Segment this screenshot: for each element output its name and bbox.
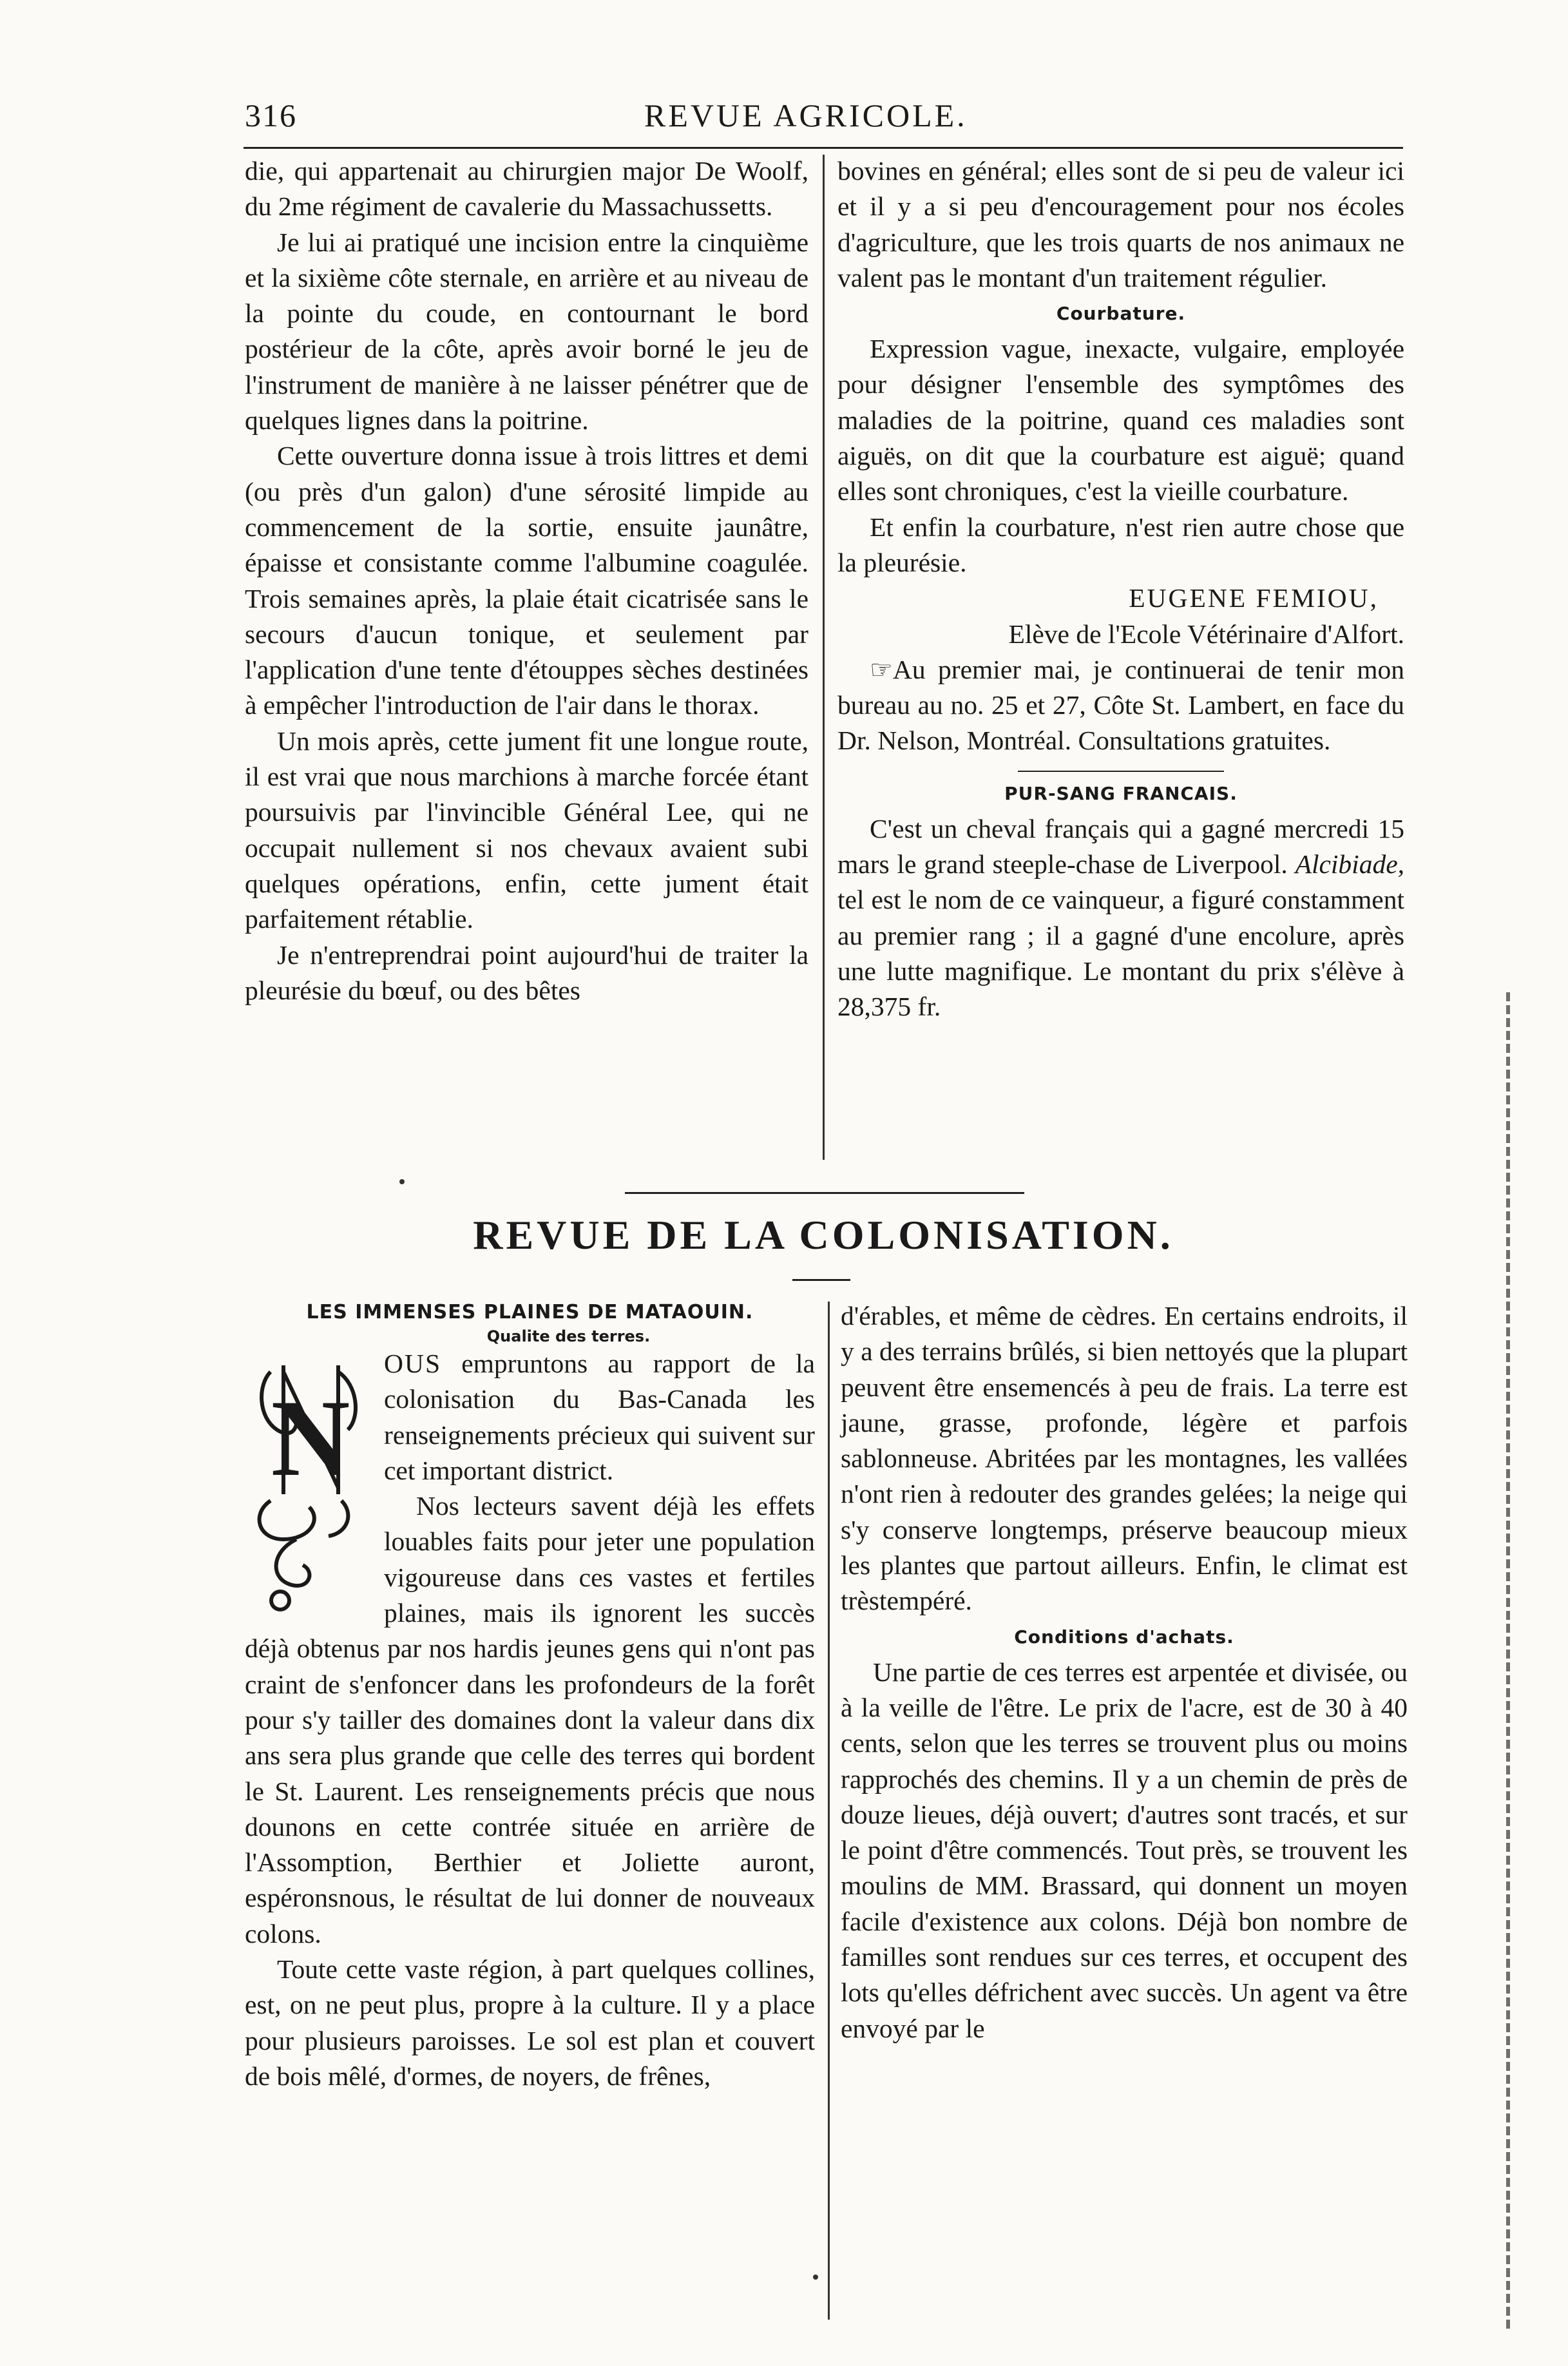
pursang-heading: PUR-SANG FRANCAIS.	[1004, 782, 1238, 804]
running-title: REVUE AGRICOLE.	[644, 97, 968, 133]
paragraph-text: empruntons au rapport de la colonisation du Bas-Canada les renseignements précieux qui suivent sur cet important district.	[384, 1349, 816, 1485]
page-edge-shadow	[1506, 992, 1510, 2332]
print-speck	[813, 2275, 818, 2280]
plaines-heading: LES IMMENSES PLAINES DE MATAOUIN.	[306, 1301, 754, 1323]
page-number: 316	[245, 97, 297, 133]
paragraph: Je lui ai pratiqué une incision entre la cinquième et la sixième côte sternale, en arrière et au niveau de la pointe du coude, en contournant le bord postérieur de la côte, après avoir borné le jeu de l'instrument de manière à ne laisser pénétrer que de quelques lignes dans la poitrine.	[245, 227, 808, 436]
notice-paragraph	[837, 652, 1404, 759]
dropcap-letter: N	[271, 1378, 350, 1499]
pursang-text-2: tel est le nom de ce vainqueur, a figuré constamment au premier rang ; il a gagné d'une encolure, après une lutte magnifique. Le montant du prix s'élève à 28,375 fr.	[837, 885, 1404, 1022]
pursang-text-1: C'est un cheval français qui a gagné mercredi 15 mars le grand steeple-chase de Liverpool.	[837, 813, 1404, 880]
paragraph: Cette ouverture donna issue à trois littres et demi (ou près d'un galon) d'une sérosité limpide au commencement de la sortie, ensuite jaunâtre, épaisse et consistante comme l'albumine coagulée. Trois semaines après, la plaie était cicatrisée sans le secours d'aucun tonique, et seulement par l'application d'une tente d'étouppes sèches destinées à empêcher l'introduction de l'air dans le thorax.	[245, 441, 808, 720]
column-divider	[823, 155, 825, 1160]
paragraph: Nos lecteurs savent déjà les effets louables faits pour jeter une population vigoureuse dans ces vastes et fertiles plaines, mais ils ignorent les succès déjà obtenus par nos hardis jeunes gens qui n'ont pas craint de s'enfoncer dans les profondeurs de la forêt pour s'y tailler des domaines dont la valeur dans dix ans sera plus grande que celle des terres qui bordent le St. Laurent. Les renseignements précis que nous dounons en cette contrée située en arrière de l'Assomption, Berthier et Joliette auront, espéronsnous, le résultat de lui donner de nouveaux colons.	[245, 1491, 815, 1948]
paragraph: Une partie de ces terres est arpentée et divisée, ou à la veille de l'être. Le prix de l'acre, est de 30 à 40 cents, selon que les terres se trouvent plus ou moins rapprochés des chemins. Il y a un chemin de près de douze lieues, déjà ouvert; d'autres sont tracés, et sur le point d'être commencés. Tout près, se trouvent les moulins de MM. Brassard, qui donnent un moyen facile d'existence aux colons. Déjà bon nombre de familles sont rendues sur ces terres, et occupent des lots qu'elles défrichent avec succès. Un agent va être envoyé par le	[841, 1657, 1408, 2043]
horse-name: Alcibiade,	[1295, 849, 1404, 880]
article-column-bottom-right	[841, 1298, 1408, 2046]
paragraph: Un mois après, cette jument fit une longue route, il est vrai que nous marchions à marche forcée étant poursuivis par l'invincible Général Lee, qui ne occupait nullement si nos chevaux avaient subi quelques opérations, enfin, cette jument était parfaitement rétablie.	[245, 726, 808, 934]
column-divider	[828, 1302, 830, 2320]
notice-text: Au premier mai, je continuerai de tenir mon bureau au no. 25 et 27, Côte St. Lambert, en face du Dr. Nelson, Montréal. Consultations gratuites.	[837, 654, 1404, 756]
article-column-top-right	[837, 153, 1404, 1025]
article-column-top-left	[245, 153, 808, 1008]
short-rule	[1018, 771, 1224, 772]
signature-name: EUGENE FEMIOU,	[1129, 583, 1379, 613]
paragraph: Toute cette vaste région, à part quelques collines, est, on ne peut plus, propre à la culture. Il y a place pour plusieurs paroisses. Le sol est plan et couvert de bois mêlé, d'ormes, de noyers, de frênes,	[245, 1954, 815, 2091]
paragraph	[837, 811, 1404, 1025]
paragraph: die, qui appartenait au chirurgien major De Woolf, du 2me régiment de cavalerie du Massachussetts.	[245, 156, 808, 222]
pointing-hand-icon: ☞	[870, 655, 893, 684]
title-underline	[792, 1279, 850, 1281]
courbature-heading: Courbature.	[1056, 303, 1186, 325]
ornamental-dropcap	[245, 1346, 374, 1617]
print-speck	[399, 1179, 405, 1184]
article-column-bottom-left	[245, 1298, 815, 2094]
lead-word: OUS	[384, 1349, 442, 1378]
paragraph: Je n'entreprendrai point aujourd'hui de traiter la pleurésie du bœuf, ou des bêtes	[245, 939, 808, 1005]
signature-school: Elève de l'Ecole Vétérinaire d'Alfort.	[1008, 619, 1404, 649]
header-rule	[244, 147, 1403, 149]
paragraph: Expression vague, inexacte, vulgaire, employée pour désigner l'ensemble des symptômes des maladies de la poitrine, quand ces maladies sont aiguës, on dit que la courbature est aiguë; quand elles sont chroniques, c'est la vieille courbature.	[837, 334, 1404, 506]
paragraph: d'érables, et même de cèdres. En certains endroits, il y a des terrains brûlés, si bien nettoyés que la plupart peuvent être ensemencés à peu de frais. La terre est jaune, grasse, profonde, légère et parfois sablonneuse. Abritées par les montagnes, les vallées n'ont rien à redouter des grandes gelées; la neige qui s'y conserve longtemps, préserve beaucoup mieux les plantes que partout ailleurs. Enfin, le climat est trèstempéré.	[841, 1301, 1408, 1616]
paragraph: bovines en général; elles sont de si peu de valeur ici et il y a si peu d'encouragement pour nos écoles d'agriculture, que les trois quarts de nos animaux ne valent pas le montant d'un traitement régulier.	[837, 156, 1404, 293]
plaines-subheading: Qualite des terres.	[486, 1327, 651, 1345]
ornamental-dropcap-icon	[245, 1346, 374, 1617]
section-rule	[625, 1192, 1024, 1194]
section-title: REVUE DE LA COLONISATION.	[473, 1212, 1174, 1258]
conditions-heading: Conditions d'achats.	[1014, 1626, 1234, 1648]
paragraph: Et enfin la courbature, n'est rien autre chose que la pleurésie.	[837, 512, 1404, 577]
